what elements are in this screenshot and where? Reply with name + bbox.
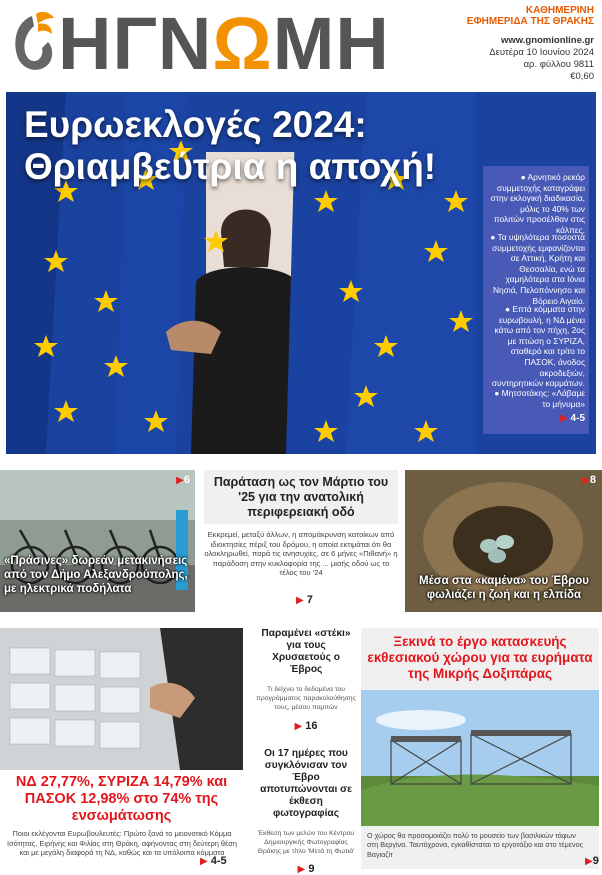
eagles-summary: Τι δείχνει το δεδομένα του προγράμματος παρακολούθησης τους, μέσου πομπών: [256, 686, 356, 711]
hero-bullet-1: ● Αρνητικό ρεκόρ συμμετοχής καταγράφει στην εκλογική διαδικασία, μόλις το 40% των πολιτών προσέλθαν στις κάλπες.: [490, 172, 585, 235]
nest-page-ref[interactable]: ▶8: [582, 474, 596, 486]
pavilion-image: [361, 690, 599, 826]
middle-column: [256, 628, 356, 875]
doxipara-headline[interactable]: Ξεκινά το έργο κατασκευής εκθεσιακού χώρου για τα ευρήματα της Μικρής Δοξιπάρας: [367, 634, 593, 681]
nest-caption[interactable]: Μέσα στα «καμένα» του Έβρου φωλιάζει η ζωή και η ελπίδα: [418, 575, 589, 601]
election-results-headline[interactable]: ΝΔ 27,77%, ΣΥΡΙΖΑ 14,79% και ΠΑΣΟΚ 12,98% στο 74% της ενσωμάτωσης: [15, 774, 228, 824]
page-arrow-icon: ▶: [294, 721, 303, 733]
road-page-ref[interactable]: ▶ 7: [296, 594, 313, 606]
page-arrow-icon: ▶: [582, 475, 590, 486]
eagles-page-ref[interactable]: ▶ 16: [294, 720, 318, 733]
bikes-page-ref[interactable]: ▶6: [176, 474, 190, 486]
logo-bird-icon: [8, 8, 56, 78]
page-arrow-icon: ▶: [297, 863, 306, 875]
page-arrow-icon: ▶: [200, 856, 208, 867]
election-results-summary: Ποιοι εκλέγονται Ευρωβουλευτές: Πρώτο ξανά το μειονοτικό Κόμμα Ισότητας, Ειρήνης και Φιλίας στη Θράκη, αφήνοντας στη δεύτερη θέση και με μεγάλη διαφορά τη ΝΔ, καθώς και τα υπόλοιπα κόμματα: [7, 829, 237, 857]
masthead-price: €0,60: [570, 71, 594, 82]
hero-bullet-box: [483, 166, 589, 434]
hero-headline[interactable]: [24, 104, 494, 188]
hero-bullet-4: ● Μητσοτάκης: «Λάβαμε το μήνυμα»: [494, 388, 585, 409]
hero-story[interactable]: [6, 92, 596, 454]
story-nest[interactable]: [405, 470, 602, 612]
ballots-image: [0, 628, 243, 770]
hero-page-ref[interactable]: ▶ 4-5: [560, 413, 585, 424]
hero-bullet-2: ● Τα υψηλότερα ποσοστά συμμετοχής εμφανίζονται σε Αττική, Κρήτη και Θεσσαλία, ενώ τα χαμηλότερα στα Ιόνια Νησιά, Πελοπόννησο και Βόρειο Αιγαίο.: [490, 232, 585, 306]
doxipara-summary: Ο χώρος θα προσομοιάζει πολύ το μουσείο των βασιλικών τάφων στη Βεργίνα. Ταυτόχρονα, εγκαθίσταται το εργοτάξιο και στο τέμενος Βαγιαζίτ: [367, 831, 584, 859]
masthead-date: Δευτέρα 10 Ιουνίου 2024: [489, 47, 594, 58]
story-road[interactable]: [204, 470, 398, 612]
photo-exhibition-headline[interactable]: Οι 17 ημέρες που συγκλόνισαν τον Έβρο αποτυπώνονται σε έκθεση φωτογραφίας: [260, 748, 352, 820]
page-arrow-icon: ▶: [176, 475, 184, 486]
story-bikes[interactable]: [0, 470, 195, 612]
page-arrow-icon: ▶: [560, 413, 568, 424]
masthead: [0, 0, 602, 90]
election-page-ref[interactable]: ▶ 4-5: [200, 855, 227, 867]
masthead-issue-number: αρ. φύλλου 9811: [523, 59, 594, 70]
masthead-website[interactable]: www.gnomionline.gr: [500, 35, 594, 46]
eagles-headline[interactable]: Παραμένει «στέκι» για τους Χρυσαετούς ο Έβρος: [261, 628, 351, 675]
doxipara-page-ref[interactable]: ▶9: [585, 855, 599, 867]
pavilion-photo: [361, 690, 599, 826]
masthead-tagline-paper: ΕΦΗΜΕΡΙΔΑ ΤΗΣ ΘΡΑΚΗΣ: [466, 16, 594, 27]
story-doxipara[interactable]: [361, 628, 599, 869]
masthead-tagline-daily: ΚΑΘΗΜΕΡΙΝΗ: [525, 5, 594, 16]
photo-exhibition-summary: Έκθεση των μελών του Κέντρου Δημιουργικής Φωτογραφίας Θράκης με τίτλο 'Μετά τη Φωτιά': [257, 830, 355, 855]
logo-wordmark: ΗΓΝΩΜΗ: [58, 2, 390, 85]
page-arrow-icon: ▶: [296, 595, 304, 606]
bikes-caption[interactable]: «Πράσινες» δωρεάν μετακινήσεις από τον Δήμο Αλεξανδρούπολης, με ηλεκτρικά ποδήλατα: [4, 555, 188, 595]
road-headline[interactable]: Παράταση ως τον Μάρτιο του '25 για την ανατολική περιφερειακή οδό: [204, 470, 398, 524]
hero-headline-line-1: Ευρωεκλογές 2024:: [24, 104, 367, 145]
photo-exhibition-page-ref[interactable]: ▶ 9: [297, 862, 315, 875]
road-summary: Εκκρεμεί, μεταξύ άλλων, η απομάκρυνση κατοίκων από ιδιοκτησίες πέριξ του δρόμου, η οποία εκτιμάται ότι θα ολοκληρωθεί, παρά τις ανησυχίες, σε 6 μήνες «Πιθανή» η παράδοση στην κυκλοφορία της ... μισής οδού ως το τέλος του '24: [204, 530, 398, 578]
ballots-photo: [0, 628, 243, 770]
hero-bullet-3: ● Επτά κόμματα στην ευρωβουλή, η ΝΔ μένει κάτω από τον πήχη, 2ος με πτώση ο ΣΥΡΙΖΑ, σταθερό και τρίτο το ΠΑΣΟΚ, άνοδος ακροδεξιών, συντηρητικών κομμάτων.: [491, 304, 585, 389]
hero-headline-line-2: Θριαμβεύτρια η αποχή!: [24, 146, 437, 187]
page-arrow-icon: ▶: [585, 856, 593, 867]
